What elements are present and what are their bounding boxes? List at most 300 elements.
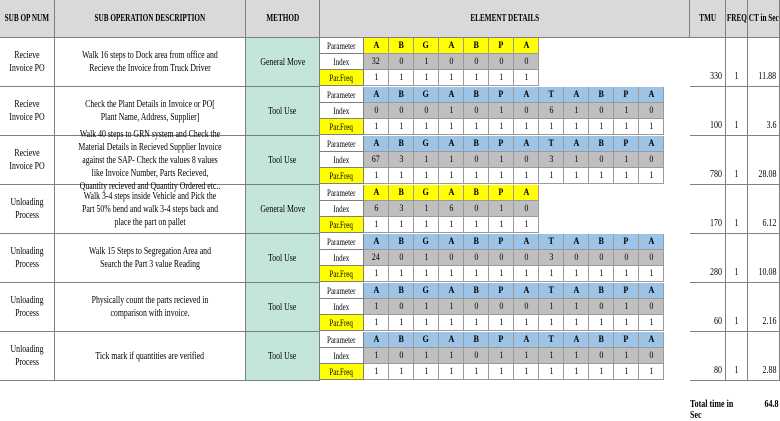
- param-label-par-freq: Par.Freq: [320, 119, 364, 135]
- element-index-cell: 1: [439, 348, 464, 364]
- element-index-cell: 6: [364, 201, 389, 217]
- element-parameter-cell: B: [464, 136, 489, 152]
- param-label-par-freq: Par.Freq: [320, 315, 364, 331]
- element-index-cell: 0: [389, 299, 414, 315]
- element-par-freq-cell: 1: [489, 266, 514, 282]
- element-par-freq-cell: 1: [364, 217, 389, 233]
- sub-op-num-cell: [0, 234, 55, 283]
- element-index-cell: 0: [464, 299, 489, 315]
- method-cell: [246, 234, 320, 283]
- element-index-cell: 67: [364, 152, 389, 168]
- element-index-cell: 0: [389, 250, 414, 266]
- element-index-cell: 1: [539, 299, 564, 315]
- element-index-cell: 1: [489, 201, 514, 217]
- sub-op-text: Unloading Process: [10, 295, 44, 319]
- element-parameter-cell: B: [389, 136, 414, 152]
- element-parameter-cell: A: [439, 185, 464, 201]
- element-par-freq-cell: 1: [539, 168, 564, 184]
- method-cell: [246, 185, 320, 234]
- element-parameter-cell: A: [364, 332, 389, 348]
- element-index-cell: 1: [489, 348, 514, 364]
- sub-op-num-cell: [0, 185, 55, 234]
- element-parameter-cell: P: [489, 332, 514, 348]
- freq-value: 1: [726, 332, 748, 381]
- element-parameter-cell: B: [389, 185, 414, 201]
- element-parameter-cell: P: [489, 283, 514, 299]
- element-parameter-cell: T: [539, 283, 564, 299]
- element-parameter-cell: P: [614, 283, 639, 299]
- element-parameter-cell: B: [389, 234, 414, 250]
- element-par-freq-cell: 1: [489, 315, 514, 331]
- freq-value: 1: [726, 185, 748, 234]
- element-index-cell: 0: [464, 54, 489, 70]
- method-text: General Move: [260, 203, 305, 215]
- element-parameter-cell: A: [439, 283, 464, 299]
- description-text: Check the Plant Details in Invoice or PO[ Plant Name, Address, Supplier]: [85, 99, 215, 123]
- description-cell: [55, 332, 246, 381]
- element-par-freq-cell: 1: [389, 266, 414, 282]
- element-par-freq-cell: 1: [589, 266, 614, 282]
- ct-value: 6.12: [748, 185, 780, 234]
- element-parameter-cell: G: [414, 136, 439, 152]
- sub-op-num-cell: [0, 136, 55, 185]
- element-par-freq-cell: 1: [514, 119, 539, 135]
- ct-value: 11.88: [748, 38, 780, 87]
- method-text: General Move: [260, 56, 305, 68]
- header-freq: FREQ: [726, 0, 748, 38]
- param-label-index: Index: [320, 54, 364, 70]
- element-par-freq-cell: 1: [489, 217, 514, 233]
- tmu-value: 60: [690, 283, 726, 332]
- element-par-freq-cell: 1: [639, 315, 664, 331]
- element-par-freq-cell: 1: [389, 364, 414, 380]
- element-par-freq-cell: 1: [514, 315, 539, 331]
- param-label-parameter: Parameter: [320, 283, 364, 299]
- element-par-freq-cell: 1: [464, 266, 489, 282]
- element-par-freq-cell: 1: [439, 168, 464, 184]
- sub-op-text: Unloading Process: [10, 246, 44, 270]
- description-text: Physically count the parts recieved in comparison with invoice.: [91, 295, 209, 319]
- element-par-freq-cell: 1: [414, 70, 439, 86]
- element-index-cell: 0: [439, 250, 464, 266]
- method-text: Tool Use: [268, 154, 297, 166]
- element-parameter-cell: G: [414, 38, 439, 54]
- element-index-cell: 0: [639, 348, 664, 364]
- element-par-freq-cell: 1: [364, 315, 389, 331]
- element-par-freq-cell: 1: [389, 70, 414, 86]
- sub-op-text: Recieve Invoice PO: [9, 50, 45, 74]
- element-par-freq-cell: 1: [639, 364, 664, 380]
- header-method: METHOD: [246, 0, 320, 38]
- element-parameter-cell: A: [564, 332, 589, 348]
- element-index-cell: 6: [439, 201, 464, 217]
- sub-op-num-cell: [0, 332, 55, 381]
- element-par-freq-cell: 1: [514, 70, 539, 86]
- tmu-value: 80: [690, 332, 726, 381]
- element-parameter-cell: P: [614, 87, 639, 103]
- element-index-cell: 0: [514, 103, 539, 119]
- element-par-freq-cell: 1: [614, 315, 639, 331]
- tmu-value: 330: [690, 38, 726, 87]
- param-label-parameter: Parameter: [320, 234, 364, 250]
- description-cell: [55, 128, 246, 192]
- header-description: SUB OPERATION DESCRIPTION: [55, 0, 246, 38]
- element-index-cell: 0: [639, 250, 664, 266]
- element-parameter-cell: G: [414, 283, 439, 299]
- element-par-freq-cell: 1: [589, 119, 614, 135]
- element-index-cell: 1: [364, 348, 389, 364]
- element-par-freq-cell: 1: [514, 266, 539, 282]
- element-par-freq-cell: 1: [464, 217, 489, 233]
- element-parameter-cell: B: [464, 87, 489, 103]
- element-index-cell: 1: [414, 250, 439, 266]
- element-parameter-cell: G: [414, 332, 439, 348]
- element-index-cell: 0: [489, 299, 514, 315]
- element-par-freq-cell: 1: [439, 266, 464, 282]
- element-index-cell: 1: [414, 299, 439, 315]
- description-text: Walk 40 steps to GRN system and Check the Material Details in Recieved Supplier Invoice against the SAP- Check the values 8 values like Invoice Number, Parts Recieved, Quantity recieved and Quantity Ordered etc..: [78, 128, 222, 192]
- element-index-cell: 0: [639, 152, 664, 168]
- method-text: Tool Use: [268, 252, 297, 264]
- element-parameter-cell: B: [464, 283, 489, 299]
- element-index-cell: 0: [464, 250, 489, 266]
- element-index-cell: 0: [614, 250, 639, 266]
- tmu-value: 100: [690, 87, 726, 136]
- element-index-cell: 1: [564, 299, 589, 315]
- element-index-cell: 3: [539, 250, 564, 266]
- element-parameter-cell: T: [539, 136, 564, 152]
- element-parameter-cell: G: [414, 185, 439, 201]
- param-label-index: Index: [320, 103, 364, 119]
- element-par-freq-cell: 1: [464, 70, 489, 86]
- element-parameter-cell: A: [514, 283, 539, 299]
- element-par-freq-cell: 1: [389, 168, 414, 184]
- freq-value: 1: [726, 38, 748, 87]
- freq-value: 1: [726, 136, 748, 185]
- element-index-cell: 0: [589, 299, 614, 315]
- element-par-freq-cell: 1: [589, 364, 614, 380]
- element-par-freq-cell: 1: [614, 364, 639, 380]
- element-parameter-cell: A: [439, 234, 464, 250]
- param-label-index: Index: [320, 201, 364, 217]
- param-label-parameter: Parameter: [320, 87, 364, 103]
- description-text: Walk 15 Steps to Segregation Area and Search the Part 3 value Reading: [89, 246, 211, 270]
- element-par-freq-cell: 1: [514, 364, 539, 380]
- element-index-cell: 0: [639, 103, 664, 119]
- element-par-freq-cell: 1: [614, 168, 639, 184]
- param-label-par-freq: Par.Freq: [320, 266, 364, 282]
- element-index-cell: 0: [439, 54, 464, 70]
- element-par-freq-cell: 1: [539, 119, 564, 135]
- element-index-cell: 1: [614, 299, 639, 315]
- param-label-par-freq: Par.Freq: [320, 364, 364, 380]
- description-cell: [55, 234, 246, 283]
- element-parameter-cell: B: [464, 38, 489, 54]
- element-parameter-cell: P: [489, 87, 514, 103]
- sub-op-text: Unloading Process: [10, 197, 44, 221]
- element-par-freq-cell: 1: [364, 168, 389, 184]
- description-cell: [55, 185, 246, 234]
- element-parameter-cell: A: [639, 234, 664, 250]
- tmu-value: 780: [690, 136, 726, 185]
- element-par-freq-cell: 1: [464, 168, 489, 184]
- element-index-cell: 0: [589, 103, 614, 119]
- param-label-par-freq: Par.Freq: [320, 70, 364, 86]
- element-par-freq-cell: 1: [414, 217, 439, 233]
- ct-value: 10.08: [748, 234, 780, 283]
- element-parameter-cell: G: [414, 87, 439, 103]
- param-label-parameter: Parameter: [320, 136, 364, 152]
- element-index-cell: 0: [389, 103, 414, 119]
- element-parameter-cell: B: [589, 87, 614, 103]
- element-par-freq-cell: 1: [489, 364, 514, 380]
- element-parameter-cell: A: [439, 332, 464, 348]
- param-label-index: Index: [320, 152, 364, 168]
- element-parameter-cell: A: [564, 283, 589, 299]
- element-par-freq-cell: 1: [464, 315, 489, 331]
- element-index-cell: 3: [539, 152, 564, 168]
- description-text: Walk 3-4 steps inside Vehicle and Pick the Part 50% bend and walk 3-4 steps back and place the part on pallet: [81, 190, 219, 228]
- element-parameter-cell: B: [464, 185, 489, 201]
- element-index-cell: 1: [489, 152, 514, 168]
- element-parameter-cell: B: [389, 283, 414, 299]
- element-index-cell: 0: [464, 201, 489, 217]
- element-parameter-cell: A: [364, 185, 389, 201]
- sub-op-num-cell: [0, 38, 55, 87]
- method-cell: [246, 87, 320, 136]
- method-cell: [246, 283, 320, 332]
- element-parameter-cell: A: [514, 185, 539, 201]
- param-label-parameter: Parameter: [320, 332, 364, 348]
- description-cell: [55, 38, 246, 87]
- element-index-cell: 1: [414, 348, 439, 364]
- ct-value: 2.88: [748, 332, 780, 381]
- element-index-cell: 0: [464, 103, 489, 119]
- element-par-freq-cell: 1: [514, 168, 539, 184]
- element-index-cell: 0: [389, 348, 414, 364]
- element-index-cell: 1: [564, 348, 589, 364]
- element-par-freq-cell: 1: [464, 364, 489, 380]
- method-cell: [246, 332, 320, 381]
- element-par-freq-cell: 1: [564, 168, 589, 184]
- header-sub-op-num: SUB OP NUM: [0, 0, 55, 38]
- element-index-cell: 1: [439, 103, 464, 119]
- element-parameter-cell: A: [564, 136, 589, 152]
- header-tmu: TMU: [690, 0, 726, 38]
- element-par-freq-cell: 1: [614, 119, 639, 135]
- element-parameter-cell: P: [614, 234, 639, 250]
- element-index-cell: 0: [564, 250, 589, 266]
- element-index-cell: 6: [539, 103, 564, 119]
- element-par-freq-cell: 1: [589, 315, 614, 331]
- element-par-freq-cell: 1: [414, 168, 439, 184]
- element-par-freq-cell: 1: [364, 364, 389, 380]
- header-element-details: ELEMENT DETAILS: [320, 0, 690, 38]
- element-parameter-cell: B: [389, 332, 414, 348]
- element-par-freq-cell: 1: [439, 364, 464, 380]
- param-label-par-freq: Par.Freq: [320, 168, 364, 184]
- element-par-freq-cell: 1: [614, 266, 639, 282]
- element-parameter-cell: B: [589, 234, 614, 250]
- element-par-freq-cell: 1: [414, 266, 439, 282]
- element-parameter-cell: T: [539, 332, 564, 348]
- element-index-cell: 1: [414, 54, 439, 70]
- element-par-freq-cell: 1: [489, 168, 514, 184]
- element-parameter-cell: A: [439, 87, 464, 103]
- element-parameter-cell: T: [539, 234, 564, 250]
- element-index-cell: 1: [414, 201, 439, 217]
- total-time-label: Total time in Sec: [690, 399, 734, 421]
- element-parameter-cell: A: [514, 332, 539, 348]
- sub-op-num-cell: [0, 283, 55, 332]
- element-par-freq-cell: 1: [389, 315, 414, 331]
- element-parameter-cell: A: [564, 234, 589, 250]
- method-cell: [246, 136, 320, 185]
- element-index-cell: 0: [589, 250, 614, 266]
- element-index-cell: 3: [389, 152, 414, 168]
- ct-value: 28.08: [748, 136, 780, 185]
- element-index-cell: 0: [464, 348, 489, 364]
- element-par-freq-cell: 1: [464, 119, 489, 135]
- element-par-freq-cell: 1: [364, 70, 389, 86]
- element-par-freq-cell: 1: [564, 315, 589, 331]
- element-index-cell: 3: [389, 201, 414, 217]
- ct-value: 2.16: [748, 283, 780, 332]
- element-parameter-cell: P: [489, 38, 514, 54]
- sub-op-text: Recieve Invoice PO: [9, 148, 45, 172]
- element-par-freq-cell: 1: [564, 119, 589, 135]
- element-par-freq-cell: 1: [589, 168, 614, 184]
- element-par-freq-cell: 1: [639, 119, 664, 135]
- element-index-cell: 1: [414, 152, 439, 168]
- description-text: Walk 16 steps to Dock area from office and Recieve the Invoice from Truck Driver: [82, 50, 218, 74]
- element-parameter-cell: B: [389, 87, 414, 103]
- element-parameter-cell: B: [589, 283, 614, 299]
- total-time-value: 64.8: [764, 399, 778, 410]
- param-label-parameter: Parameter: [320, 38, 364, 54]
- param-label-par-freq: Par.Freq: [320, 217, 364, 233]
- sub-op-num-cell: [0, 87, 55, 136]
- element-parameter-cell: A: [514, 136, 539, 152]
- element-par-freq-cell: 1: [364, 119, 389, 135]
- description-cell: [55, 283, 246, 332]
- element-index-cell: 0: [414, 103, 439, 119]
- element-index-cell: 0: [389, 54, 414, 70]
- element-parameter-cell: A: [639, 332, 664, 348]
- element-parameter-cell: A: [639, 87, 664, 103]
- tmu-value: 170: [690, 185, 726, 234]
- sub-op-text: Recieve Invoice PO: [9, 99, 45, 123]
- element-par-freq-cell: 1: [639, 266, 664, 282]
- element-index-cell: 0: [364, 103, 389, 119]
- element-par-freq-cell: 1: [414, 364, 439, 380]
- element-parameter-cell: A: [639, 136, 664, 152]
- element-parameter-cell: A: [639, 283, 664, 299]
- element-parameter-cell: A: [364, 136, 389, 152]
- freq-value: 1: [726, 87, 748, 136]
- element-par-freq-cell: 1: [564, 266, 589, 282]
- element-par-freq-cell: 1: [389, 119, 414, 135]
- header-ct: CT in Sec: [748, 0, 780, 38]
- element-parameter-cell: P: [489, 234, 514, 250]
- param-label-index: Index: [320, 348, 364, 364]
- element-par-freq-cell: 1: [564, 364, 589, 380]
- element-index-cell: 1: [564, 152, 589, 168]
- element-parameter-cell: A: [514, 234, 539, 250]
- element-parameter-cell: A: [364, 234, 389, 250]
- sub-op-text: Unloading Process: [10, 344, 44, 368]
- element-parameter-cell: A: [439, 136, 464, 152]
- element-index-cell: 1: [539, 348, 564, 364]
- element-index-cell: 32: [364, 54, 389, 70]
- freq-value: 1: [726, 283, 748, 332]
- element-par-freq-cell: 1: [439, 217, 464, 233]
- element-index-cell: 0: [514, 152, 539, 168]
- element-parameter-cell: B: [589, 136, 614, 152]
- param-label-index: Index: [320, 299, 364, 315]
- element-index-cell: 0: [464, 152, 489, 168]
- ct-value: 3.6: [748, 87, 780, 136]
- element-index-cell: 0: [514, 250, 539, 266]
- element-parameter-cell: G: [414, 234, 439, 250]
- element-index-cell: 1: [564, 103, 589, 119]
- method-text: Tool Use: [268, 301, 297, 313]
- element-par-freq-cell: 1: [539, 266, 564, 282]
- element-index-cell: 1: [489, 103, 514, 119]
- element-par-freq-cell: 1: [439, 119, 464, 135]
- element-parameter-cell: A: [364, 283, 389, 299]
- element-index-cell: 0: [514, 54, 539, 70]
- element-index-cell: 1: [614, 348, 639, 364]
- element-index-cell: 1: [614, 103, 639, 119]
- element-parameter-cell: A: [514, 87, 539, 103]
- freq-value: 1: [726, 234, 748, 283]
- description-text: Tick mark if quantities are verified: [95, 350, 205, 362]
- element-par-freq-cell: 1: [439, 315, 464, 331]
- element-parameter-cell: A: [564, 87, 589, 103]
- element-par-freq-cell: 1: [439, 70, 464, 86]
- element-parameter-cell: A: [439, 38, 464, 54]
- element-index-cell: 1: [364, 299, 389, 315]
- param-label-index: Index: [320, 250, 364, 266]
- element-index-cell: 1: [439, 299, 464, 315]
- element-par-freq-cell: 1: [539, 315, 564, 331]
- element-par-freq-cell: 1: [414, 119, 439, 135]
- element-index-cell: 0: [514, 201, 539, 217]
- element-parameter-cell: P: [614, 332, 639, 348]
- method-text: Tool Use: [268, 105, 297, 117]
- element-index-cell: 1: [614, 152, 639, 168]
- element-index-cell: 0: [489, 250, 514, 266]
- element-index-cell: 0: [589, 348, 614, 364]
- element-index-cell: 24: [364, 250, 389, 266]
- element-index-cell: 0: [514, 299, 539, 315]
- element-parameter-cell: B: [464, 332, 489, 348]
- element-index-cell: 1: [439, 152, 464, 168]
- element-par-freq-cell: 1: [364, 266, 389, 282]
- method-cell: [246, 38, 320, 87]
- element-par-freq-cell: 1: [639, 168, 664, 184]
- element-parameter-cell: A: [364, 87, 389, 103]
- element-parameter-cell: B: [389, 38, 414, 54]
- element-parameter-cell: P: [489, 136, 514, 152]
- tmu-value: 280: [690, 234, 726, 283]
- element-parameter-cell: P: [489, 185, 514, 201]
- element-parameter-cell: A: [364, 38, 389, 54]
- element-par-freq-cell: 1: [514, 217, 539, 233]
- element-parameter-cell: P: [614, 136, 639, 152]
- element-par-freq-cell: 1: [389, 217, 414, 233]
